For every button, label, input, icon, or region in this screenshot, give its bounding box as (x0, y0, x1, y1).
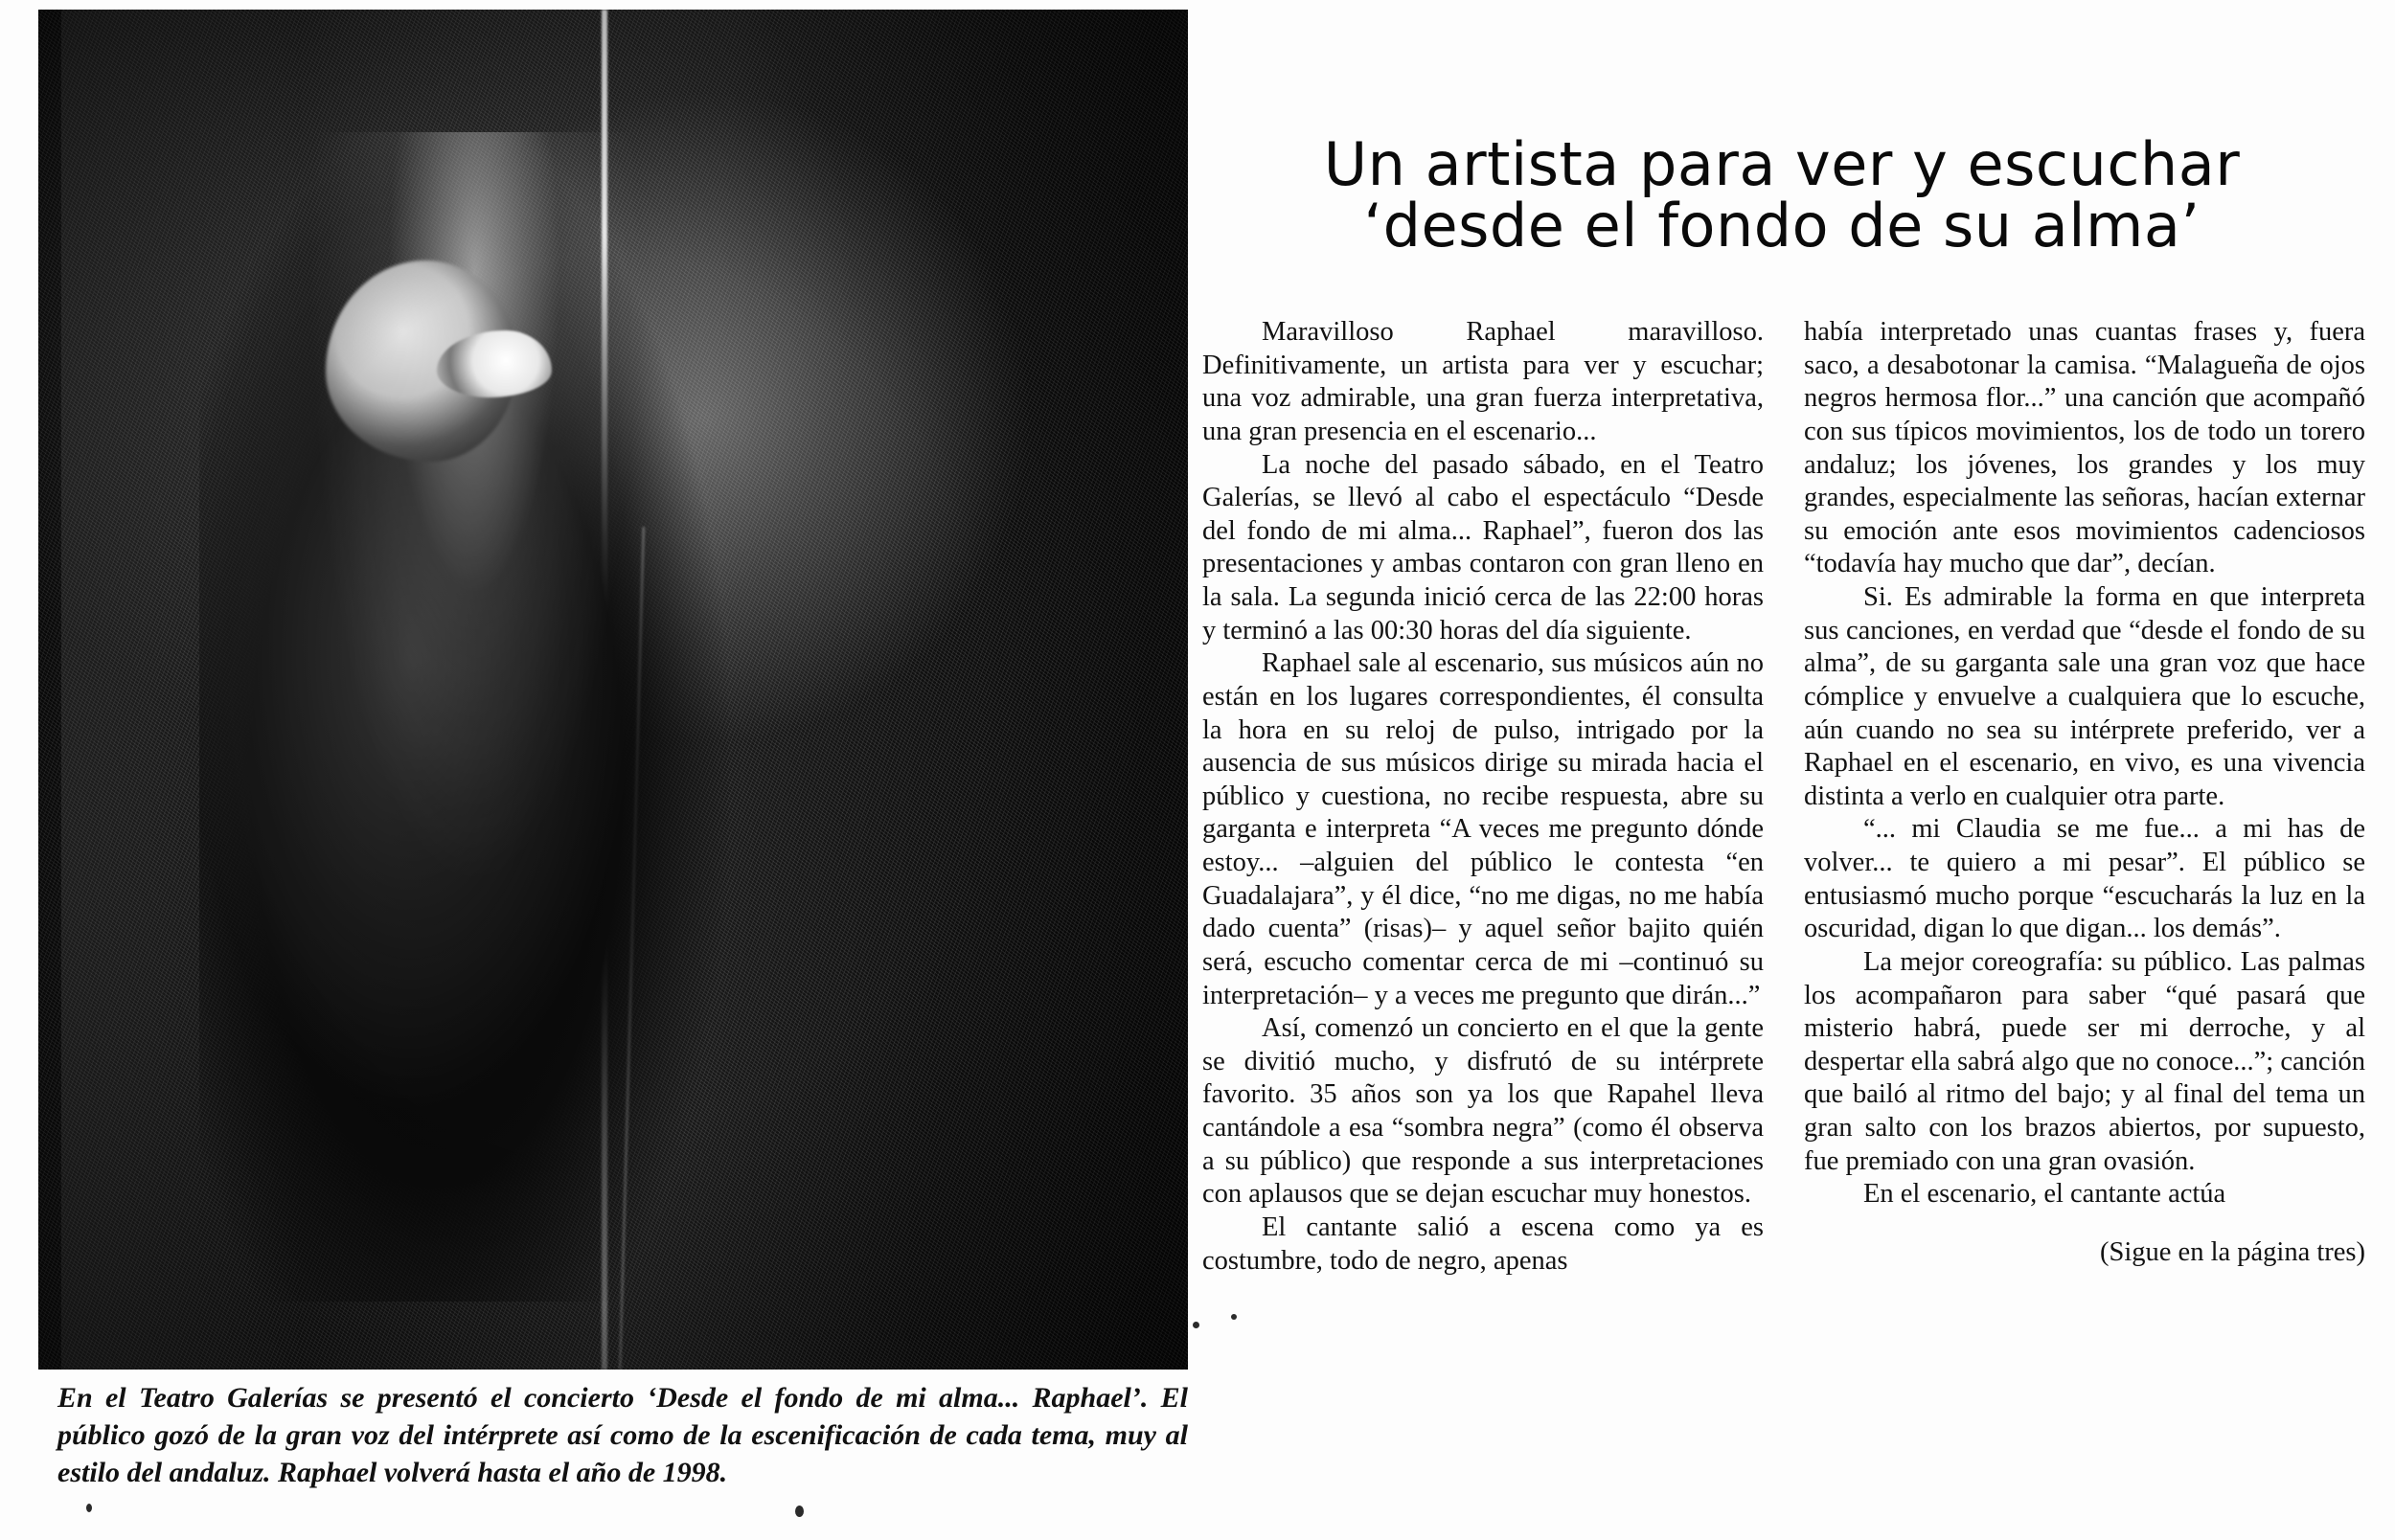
paragraph: La noche del pasado sábado, en el Teatro Galerías, se llevó al cabo el espectáculo “Desde del fondo de mi alma... Raphael”, fueron dos las presentaciones y ambas contaron con gran lleno en la sala. La segunda inició cerca de las 22:00 horas y terminó a las 00:30 horas del día siguiente. (1202, 449, 1764, 645)
headline-line-1: Un artista para ver y escuchar (1323, 129, 2241, 199)
photo-caption-text: En el Teatro Galerías se presentó el concierto ‘Desde el fondo de mi alma... Raphael’. El público gozó de la gran voz del intérprete así como de la escenificación de cada tema, muy al estilo del andaluz. Raphael volverá hasta el año de 1998. (57, 1382, 1188, 1488)
paragraph: Si. Es admirable la forma en que interpreta sus canciones, en verdad que “desde el fondo de su alma”, de su garganta sale una gran voz que hace cómplice y envuelve a cualquiera que lo escuche, aún cuando no sea su intérprete preferido, ver a Raphael en el escenario, en vivo, es una vivencia distinta a verlo en cualquier otra parte. (1804, 582, 2365, 811)
paragraph: La mejor coreografía: su público. Las palmas los acompañaron para saber “qué pasará que misterio habrá, puede ser mi derroche, y al despertar ella sabrá algo que no conoce...”; canción que bailó al ritmo del bajo; y al final del tema un gran salto con los brazos abiertos, por supuesto, fue premiado con una gran ovasión. (1804, 946, 2365, 1176)
paragraph: Raphael sale al escenario, sus músicos aún no están en los lugares correspondientes, él consulta la hora en su reloj de pulso, intrigado por la ausencia de sus músicos dirige su mirada hacia el público y cuestiona, no recibe respuesta, abre su garganta e interpreta “A veces me pregunto dónde estoy... –alguien del público le contesta “en Guadalajara”, y él dice, “no me digas, no me había dado cuenta” (risas)– y aquel señor bajito quién será, escucho comentar cerca de mi –continuó su interpretación– y a veces me pregunto que dirán...” (1202, 648, 1764, 1010)
article-body (1202, 316, 2366, 1278)
concert-photo (38, 10, 1188, 1370)
print-speck (86, 1504, 92, 1512)
print-speck (1231, 1314, 1237, 1320)
article-column-right (1804, 316, 2365, 1278)
headline-line-2: ‘desde el fondo de su alma’ (1363, 191, 2201, 261)
paragraph: Maravilloso Raphael maravilloso. Definitivamente, un artista para ver y escuchar; una voz admirable, una gran fuerza interpretativa, una gran presencia en el escenario... (1202, 317, 1764, 446)
article-column-left (1202, 316, 1764, 1278)
paragraph: “... mi Claudia se me fue... a mi has de volver... te quiero a mi pesar”. El público se entusiasmó mucho porque “escucharás la luz en la oscuridad, digan lo que digan... los demás”. (1804, 814, 2365, 944)
paragraph: Así, comenzó un concierto en el que la gente se divitió mucho, y disfrutó de su intérprete favorito. 35 años son ya los que Rapahel lleva cantándole a esa “sombra negra” (como él observa a su público) que responde a sus interpretaciones con aplausos que se dejan escuchar muy honestos. (1202, 1013, 1764, 1210)
print-speck (1193, 1322, 1199, 1328)
photo-vignette (38, 10, 1188, 1370)
paragraph: En el escenario, el cantante actúa (1863, 1179, 2226, 1210)
page-title (1198, 129, 2366, 261)
paragraph: El cantante salió a escena como ya es costumbre, todo de negro, apenas (1202, 1212, 1764, 1276)
photo-caption (57, 1379, 1188, 1491)
paragraph: había interpretado unas cuantas frases y, fuera saco, a desabotonar la camisa. “Malagueña de ojos negros hermosa flor...” una canción que acompañó con sus típicos movimientos, los de todo un torero andaluz; los jóvenes, los grandes y los muy grandes, especialmente las señoras, hacían externar su emoción ante esos movimientos cadenciosos “todavía hay mucho que dar”, decían. (1804, 317, 2365, 579)
continuation-note: (Sigue en la página tres) (2100, 1236, 2365, 1267)
photo-image (38, 10, 1188, 1370)
print-speck (795, 1506, 804, 1517)
